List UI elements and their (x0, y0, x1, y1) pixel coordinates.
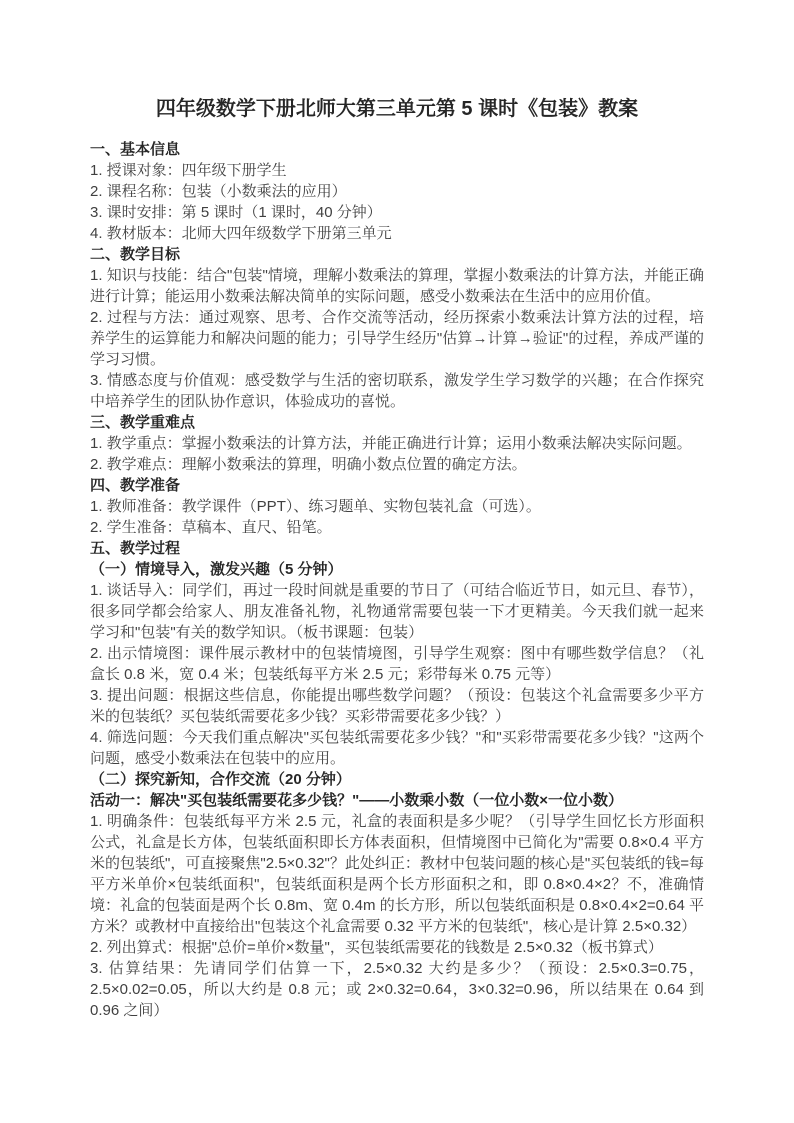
subheading-explore-new: （二）探究新知，合作交流（20 分钟） (90, 771, 351, 788)
heading-basic-info: 一、基本信息 (90, 141, 181, 158)
item-audience: 1. 授课对象：四年级下册学生 (90, 162, 287, 179)
step-write-expression: 2. 列出算式：根据"总价=单价×数量"，买包装纸需要花的钱数是 2.5×0.32（板书算式） (90, 939, 663, 956)
goal-attitude-values: 3. 情感态度与价值观：感受数学与生活的密切联系，激发学生学习数学的兴趣；在合作探究中培养学生的团队协作意识，体验成功的喜悦。 (90, 372, 704, 410)
item-schedule: 3. 课时安排：第 5 课时（1 课时，40 分钟） (90, 204, 382, 221)
goal-knowledge-skills: 1. 知识与技能：结合"包装"情境，理解小数乘法的算理，掌握小数乘法的计算方法，并能正确进行计算；能运用小数乘法解决简单的实际问题，感受小数乘法在生活中的应用价值。 (90, 267, 704, 305)
item-textbook-version: 4. 教材版本：北师大四年级数学下册第三单元 (90, 225, 392, 242)
item-key-point: 1. 教学重点：掌握小数乘法的计算方法，并能正确进行计算；运用小数乘法解决实际问题。 (90, 435, 692, 452)
item-teacher-prep: 1. 教师准备：教学课件（PPT）、练习题单、实物包装礼盒（可选）。 (90, 498, 541, 515)
step-estimate-result: 3. 估算结果：先请同学们估算一下，2.5×0.32 大约是多少？（预设：2.5×0.3=0.75，2.5×0.02=0.05，所以大约是 0.8 元；或 2×0.32=0.64，3×0.32=0.96，所以结果在 0.64 到 0.96 之间） (90, 960, 704, 1019)
step-raise-questions: 3. 提出问题：根据这些信息，你能提出哪些数学问题？（预设：包装这个礼盒需要多少平方米的包装纸？买包装纸需要花多少钱？买彩带需要花多少钱？） (90, 687, 704, 725)
document-title: 四年级数学下册北师大第三单元第 5 课时《包装》教案 (155, 98, 639, 120)
heading-teaching-goals: 二、教学目标 (90, 246, 181, 263)
step-filter-questions: 4. 筛选问题：今天我们重点解决"买包装纸需要花多少钱？"和"买彩带需要花多少钱？"这两个问题，感受小数乘法在包装中的应用。 (90, 729, 704, 767)
item-course-name: 2. 课程名称：包装（小数乘法的应用） (90, 183, 347, 200)
item-student-prep: 2. 学生准备：草稿本、直尺、铅笔。 (90, 519, 332, 536)
document-body (90, 139, 704, 1021)
heading-teaching-process: 五、教学过程 (90, 540, 181, 557)
item-difficult-point: 2. 教学难点：理解小数乘法的算理，明确小数点位置的确定方法。 (90, 456, 527, 473)
step-show-situation: 2. 出示情境图：课件展示教材中的包装情境图，引导学生观察：图中有哪些数学信息？（礼盒长 0.8 米，宽 0.4 米；包装纸每平方米 2.5 元；彩带每米 0.75 元等） (90, 645, 704, 683)
activity-one-heading: 活动一：解决"买包装纸需要花多少钱？"——小数乘小数（一位小数×一位小数） (90, 792, 623, 809)
goal-process-methods: 2. 过程与方法：通过观察、思考、合作交流等活动，经历探索小数乘法计算方法的过程，培养学生的运算能力和解决问题的能力；引导学生经历"估算→计算→验证"的过程，养成严谨的学习习惯。 (90, 309, 704, 368)
subheading-situation-intro: （一）情境导入，激发兴趣（5 分钟） (90, 561, 343, 578)
step-clarify-conditions: 1. 明确条件：包装纸每平方米 2.5 元，礼盒的表面积是多少呢？（引导学生回忆长方形面积公式，礼盒是长方体，包装纸面积即长方体表面积，但情境图中已简化为"需要 0.8×0.4 平方米的包装纸"，可直接聚焦"2.5×0.32"？此处纠正：教材中包装问题的核心是"买包装纸的钱=每平方米单价×包装纸面积"，包装纸面积是两个长方形面积之和，即 0.8×0.4×2？不，准确情境：礼盒的包装面是两个长 0.8m、宽 0.4m 的长方形，所以包装纸面积是 0.8×0.4×2=0.64 平方米？或教材中直接给出"包装这个礼盒需要 0.32 平方米的包装纸"，核心是计算 2.5×0.32） (90, 813, 704, 935)
heading-key-difficult-points: 三、教学重难点 (90, 414, 196, 431)
step-talk-intro: 1. 谈话导入：同学们，再过一段时间就是重要的节日了（可结合临近节日，如元旦、春节），很多同学都会给家人、朋友准备礼物，礼物通常需要包装一下才更精美。今天我们就一起来学习和"包装"有关的数学知识。（板书课题：包装） (90, 582, 704, 641)
heading-preparation: 四、教学准备 (90, 477, 181, 494)
